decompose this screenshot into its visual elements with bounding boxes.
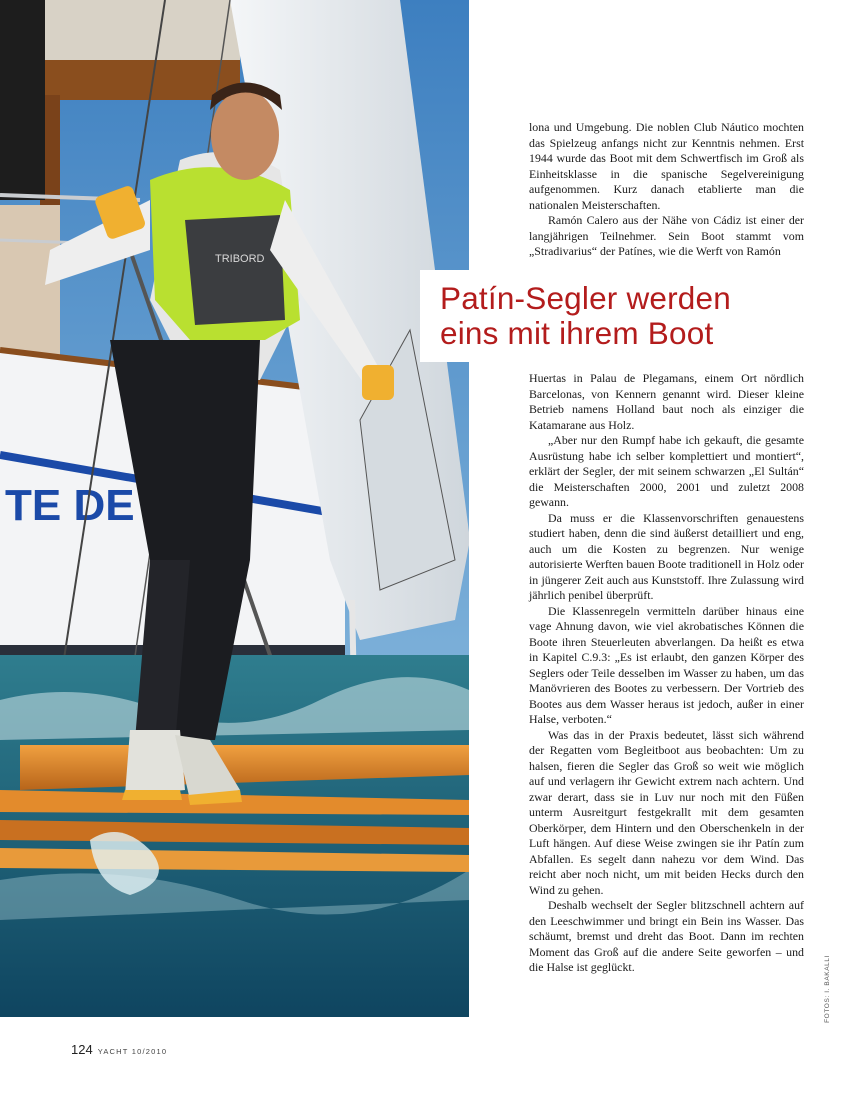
paragraph: Die Klassenregeln vermitteln darüber hinaus eine vage Ahnung davon, wie viel akrobatisches Können die Boote ihren Steuerleuten abverlangen. Da heißt es etwa in Kapitel C.9.3: „Es ist erlaubt, den ganzen Körper des Seglers oder Teile desselben im Wasser zu haben, um das Manövrieren des Bootes zu verbessern. Der Vortrieb des Bootes aus dem Wasser heraus ist jedoch, außer in einer Halse, verboten.“ [529,603,804,726]
photo-credit: FOTOS: I. BAKALLI [824,955,831,1023]
headline-line-1: Patín-Segler werden [440,280,731,316]
paragraph: Da muss er die Klassenvorschriften genauestens studiert haben, denn die sind äußerst detailliert und eng, auch um die Kosten zu begrenzen. Nur wenige autorisierte Werften bauen Boote traditionell in Holz oder in jüngerer Zeit auch aus Kunststoff. Ihre Zulassung wird jährlich penibel überprüft. [529,510,804,602]
vest-brand: TRIBORD [215,253,265,265]
body-column-bottom [529,371,804,976]
paragraph: „Aber nur den Rumpf habe ich gekauft, die gesamte Ausrüstung habe ich selber komplettiert und montiert“, erklärt der Segler, der mit seinem schwarzen „El Sultán“ die Meisterschaften 2000, 2001 und zuletzt 2008 gewann. [529,433,804,509]
hull-lettering: TE DE [5,481,135,530]
paragraph: Huertas in Palau de Plegamans, einem Ort nördlich Barcelonas, von Kennern genannt wird. Dieser kleine Betrieb namens Holland baut noch als einziger die Katamarane aus Holz. [529,371,804,432]
magazine-issue: YACHT 10/2010 [97,1047,168,1056]
body-column-top [529,120,804,260]
page-number: 124 [71,1042,93,1057]
paragraph: Was das in der Praxis bedeutet, lässt sich während der Regatten vom Begleitboot aus beobachten: Um zu halsen, fieren die Segler das Groß so weit wie möglich auf und verlagern ihr Gewicht extrem nach achtern. Und zwar derart, dass sie in Luv nur noch mit den Füßen unterm Ausreitgurt festgekrallt mit dem gesamten Oberkörper, dem Hintern und den Oberschenkeln in der Luft hängen. Auf diese Weise zwingen sie ihr Patín zum Abfallen. Es segelt dann nahezu vor dem Wind. Das reicht aber noch nicht, um mit beiden Hecks durch den Wind zu gehen. [529,727,804,897]
paragraph: Ramón Calero aus der Nähe von Cádiz ist einer der langjährigen Teilnehmer. Sein Boot stammt vom „Stradivarius“ der Patínes, wie die Werft von Ramón [529,213,804,258]
article-headline [440,281,820,351]
paragraph: Deshalb wechselt der Segler blitzschnell achtern auf den Leeschwimmer und bringt ein Bein ins Wasser. Das schäumt, bremst und dreht das Boot. Dann im rechten Moment das Groß auf die andere Seite geworfen – und die Halse ist geglückt. [529,898,804,974]
folio [71,1041,167,1059]
headline-line-2: eins mit ihrem Boot [440,315,714,351]
paragraph: lona und Umgebung. Die noblen Club Náutico mochten das Spielzeug anfangs nicht zur Kenntnis nehmen. Erst 1944 wurde das Boot mit dem Schwertfisch im Groß als Einheitsklasse in die spanische Segelvereinigung aufgenommen. Kurz danach etablierte man die nationalen Meisterschaften. [529,120,804,212]
